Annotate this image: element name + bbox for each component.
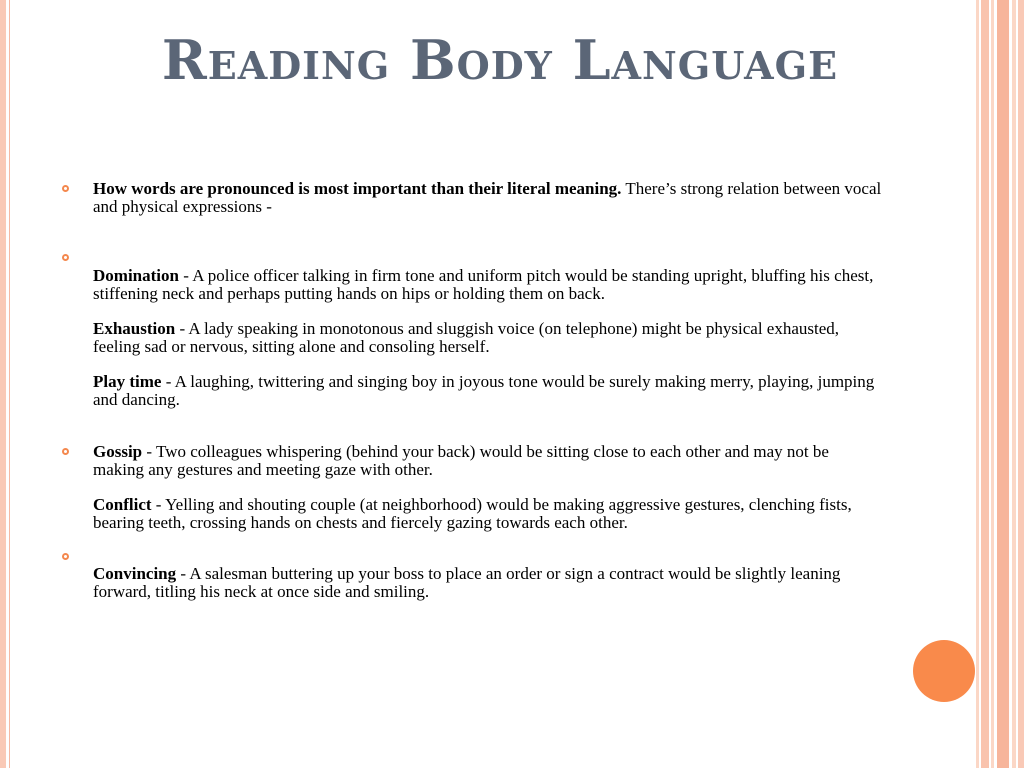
slide-title: Reading Body Language (161, 28, 839, 92)
bullet-paragraph (93, 180, 882, 216)
term: Play time (93, 372, 162, 391)
term: Convincing (93, 564, 177, 583)
description: - A salesman buttering up your boss to place an order or sign a contract would be slightly leaning forward, titling his neck at once side and smiling. (93, 564, 841, 601)
term: Domination (93, 266, 179, 285)
bullet-circle-icon (62, 185, 69, 192)
bullet-circle-icon (62, 553, 69, 560)
bullet-paragraph (93, 443, 882, 479)
bullet-paragraph (93, 249, 882, 303)
bullet-paragraph (93, 320, 882, 356)
right-decorative-stripes (976, 0, 1024, 768)
description: - Yelling and shouting couple (at neighborhood) would be making aggressive gestures, clenching fists, bearing teeth, crossing hands on chests and fiercely gazing towards each other. (93, 495, 852, 532)
bullet-circle-icon (62, 448, 69, 455)
bullet-item (62, 249, 882, 409)
bullet-item (62, 180, 882, 216)
bullet-paragraph (93, 373, 882, 409)
bullet-item (62, 443, 882, 532)
description: - A police officer talking in firm tone and uniform pitch would be standing upright, bluffing his chest, stiffening neck and perhaps putting hands on hips or holding them on back. (93, 266, 874, 303)
left-frame-border (0, 0, 6, 768)
bullet-item (62, 548, 882, 601)
description: - A laughing, twittering and singing boy in joyous tone would be surely making merry, playing, jumping and dancing. (93, 372, 875, 409)
description: - Two colleagues whispering (behind your back) would be sitting close to each other and may not be making any gestures and meeting gaze with other. (93, 442, 829, 479)
bullet-paragraph (93, 496, 882, 532)
term: Conflict (93, 495, 152, 514)
bullet-circle-icon (62, 254, 69, 261)
term: How words are pronounced is most important than their literal meaning. (93, 179, 622, 198)
decorative-orange-circle (913, 640, 975, 702)
term: Exhaustion (93, 319, 176, 338)
description: There’s strong relation between vocal and physical expressions - (93, 179, 882, 216)
bullet-paragraph (93, 548, 882, 601)
left-frame-line (9, 0, 10, 768)
slide-content (62, 180, 882, 601)
term: Gossip (93, 442, 143, 461)
description: - A lady speaking in monotonous and sluggish voice (on telephone) might be physical exhausted, feeling sad or nervous, sitting alone and consoling herself. (93, 319, 840, 356)
